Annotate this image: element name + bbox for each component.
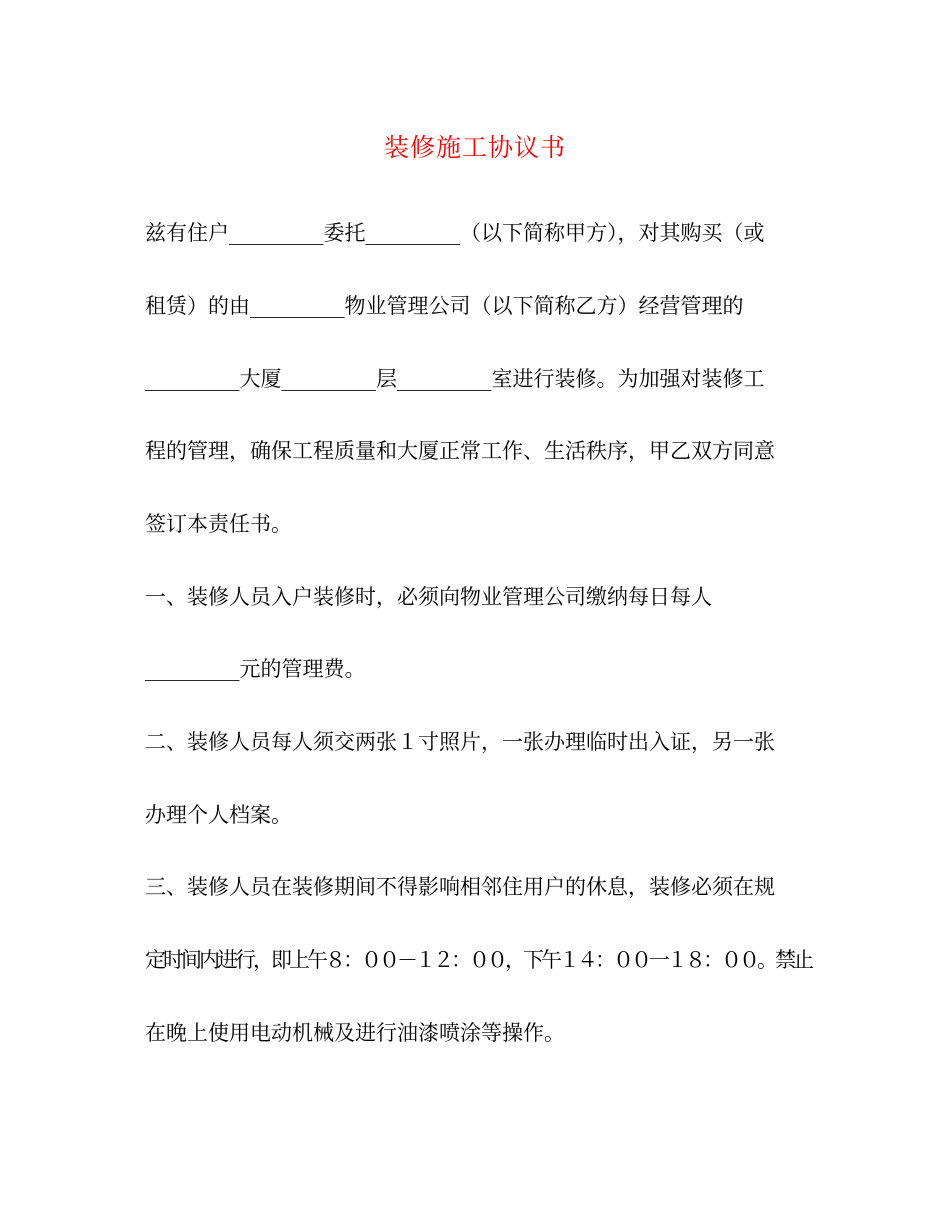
text-line: 租赁）的由_________物业管理公司（以下简称乙方）经营管理的 (145, 294, 744, 318)
text-line: _________大厦_________层_________室进行装修。为加强对装修工 (145, 367, 765, 391)
clause-1-line: _________元的管理费。 (145, 657, 366, 681)
clause-1-line: 一、装修人员入户装修时，必须向物业管理公司缴纳每日每人 (145, 585, 712, 609)
clause-3-line: 三、装修人员在装修期间不得影响相邻住用户的休息，装修必须在规 (145, 875, 775, 899)
clause-2-line: 办理个人档案。 (145, 803, 292, 827)
text-line: 兹有住户_________委托_________（以下简称甲方），对其购买（或 (145, 221, 765, 245)
clause-2-line: 二、装修人员每人须交两张１寸照片，一张办理临时出入证，另一张 (145, 730, 775, 754)
clause-3-line: 在晚上使用电动机械及进行油漆喷涂等操作。 (145, 1021, 565, 1045)
text-line: 签订本责任书。 (145, 512, 292, 536)
clause-3-line: 定时间内进行，即上午８：００－１２：００，下午１４：００一１８：００。禁止 (145, 948, 811, 972)
text-line: 程的管理，确保工程质量和大厦正常工作、生活秩序，甲乙双方同意 (145, 439, 775, 463)
document-title: 装修施工协议书 (383, 133, 566, 162)
